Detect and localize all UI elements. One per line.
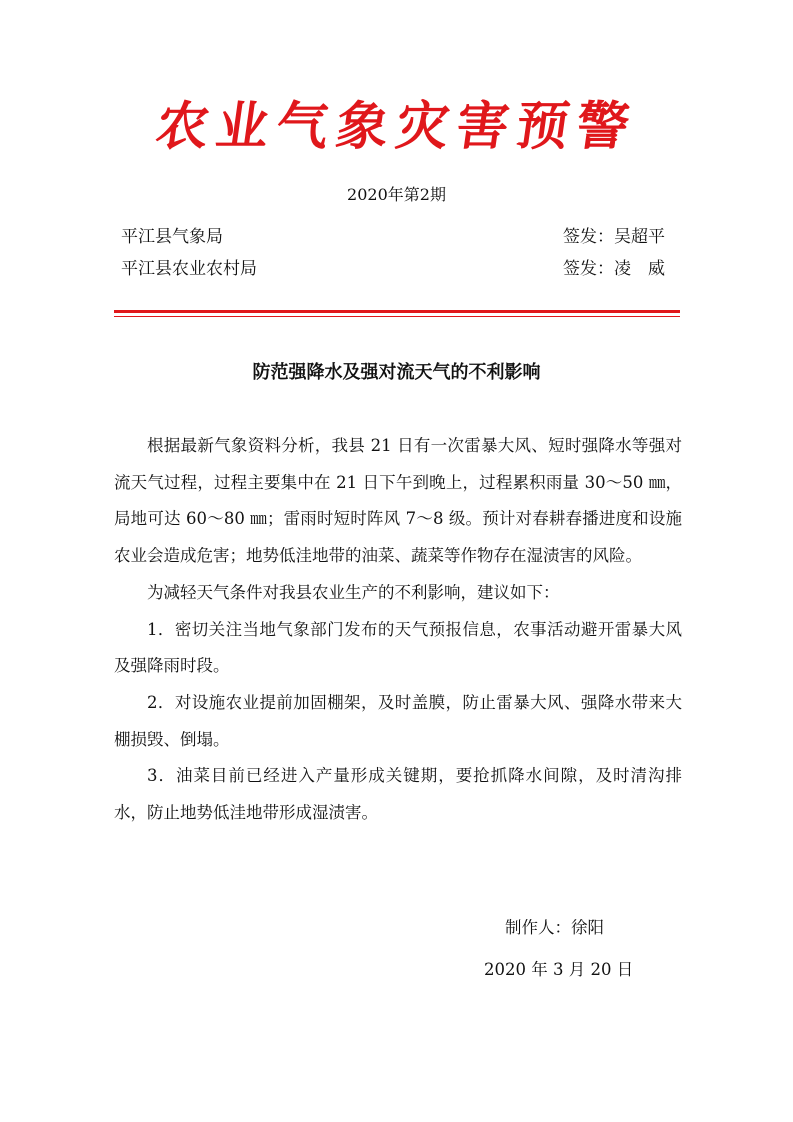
body-paragraph: 根据最新气象资料分析，我县 21 日有一次雷暴大风、短时强降水等强对流天气过程，过程主要集中在 21 日下午到晚上，过程累积雨量 30～50 ㎜，局地可达 60～80 ㎜；雷雨时短时阵风 7～8 级。预计对春耕春播进度和设施农业会造成危害；地势低洼地带的油菜、蔬菜等作物存在湿渍害的风险。 [114,436,682,566]
notice-body [114,428,682,832]
issuer-row [121,224,665,250]
issue-number: 2020年第2期 [347,185,446,204]
issuer-signer: 签发：凌 威 [563,259,665,279]
notice-title: 防范强降水及强对流天气的不利影响 [252,362,541,383]
issuer-signer: 签发：吴超平 [563,227,665,247]
body-paragraph: 1．密切关注当地气象部门发布的天气预报信息，农事活动避开雷暴大风及强降雨时段。 [114,619,682,676]
body-paragraph: 3．油菜目前已经进入产量形成关键期，要抢抓降水间隙，及时清沟排水，防止地势低洼地带形成湿渍害。 [114,766,682,823]
issuer-org: 平江县农业农村局 [121,259,257,279]
footer-author: 制作人：徐阳 [505,918,604,937]
divider-thin [114,316,680,317]
issuer-org: 平江县气象局 [121,227,223,247]
divider-thick [114,310,680,313]
masthead-title: 农业气象灾害预警 [152,96,641,157]
footer-date: 2020 年 3 月 20 日 [484,960,634,979]
issuer-row [121,256,665,282]
body-paragraph: 2．对设施农业提前加固棚架，及时盖膜，防止雷暴大风、强降水带来大棚损毁、倒塌。 [114,692,682,749]
body-paragraph: 为减轻天气条件对我县农业生产的不利影响，建议如下： [147,582,560,602]
